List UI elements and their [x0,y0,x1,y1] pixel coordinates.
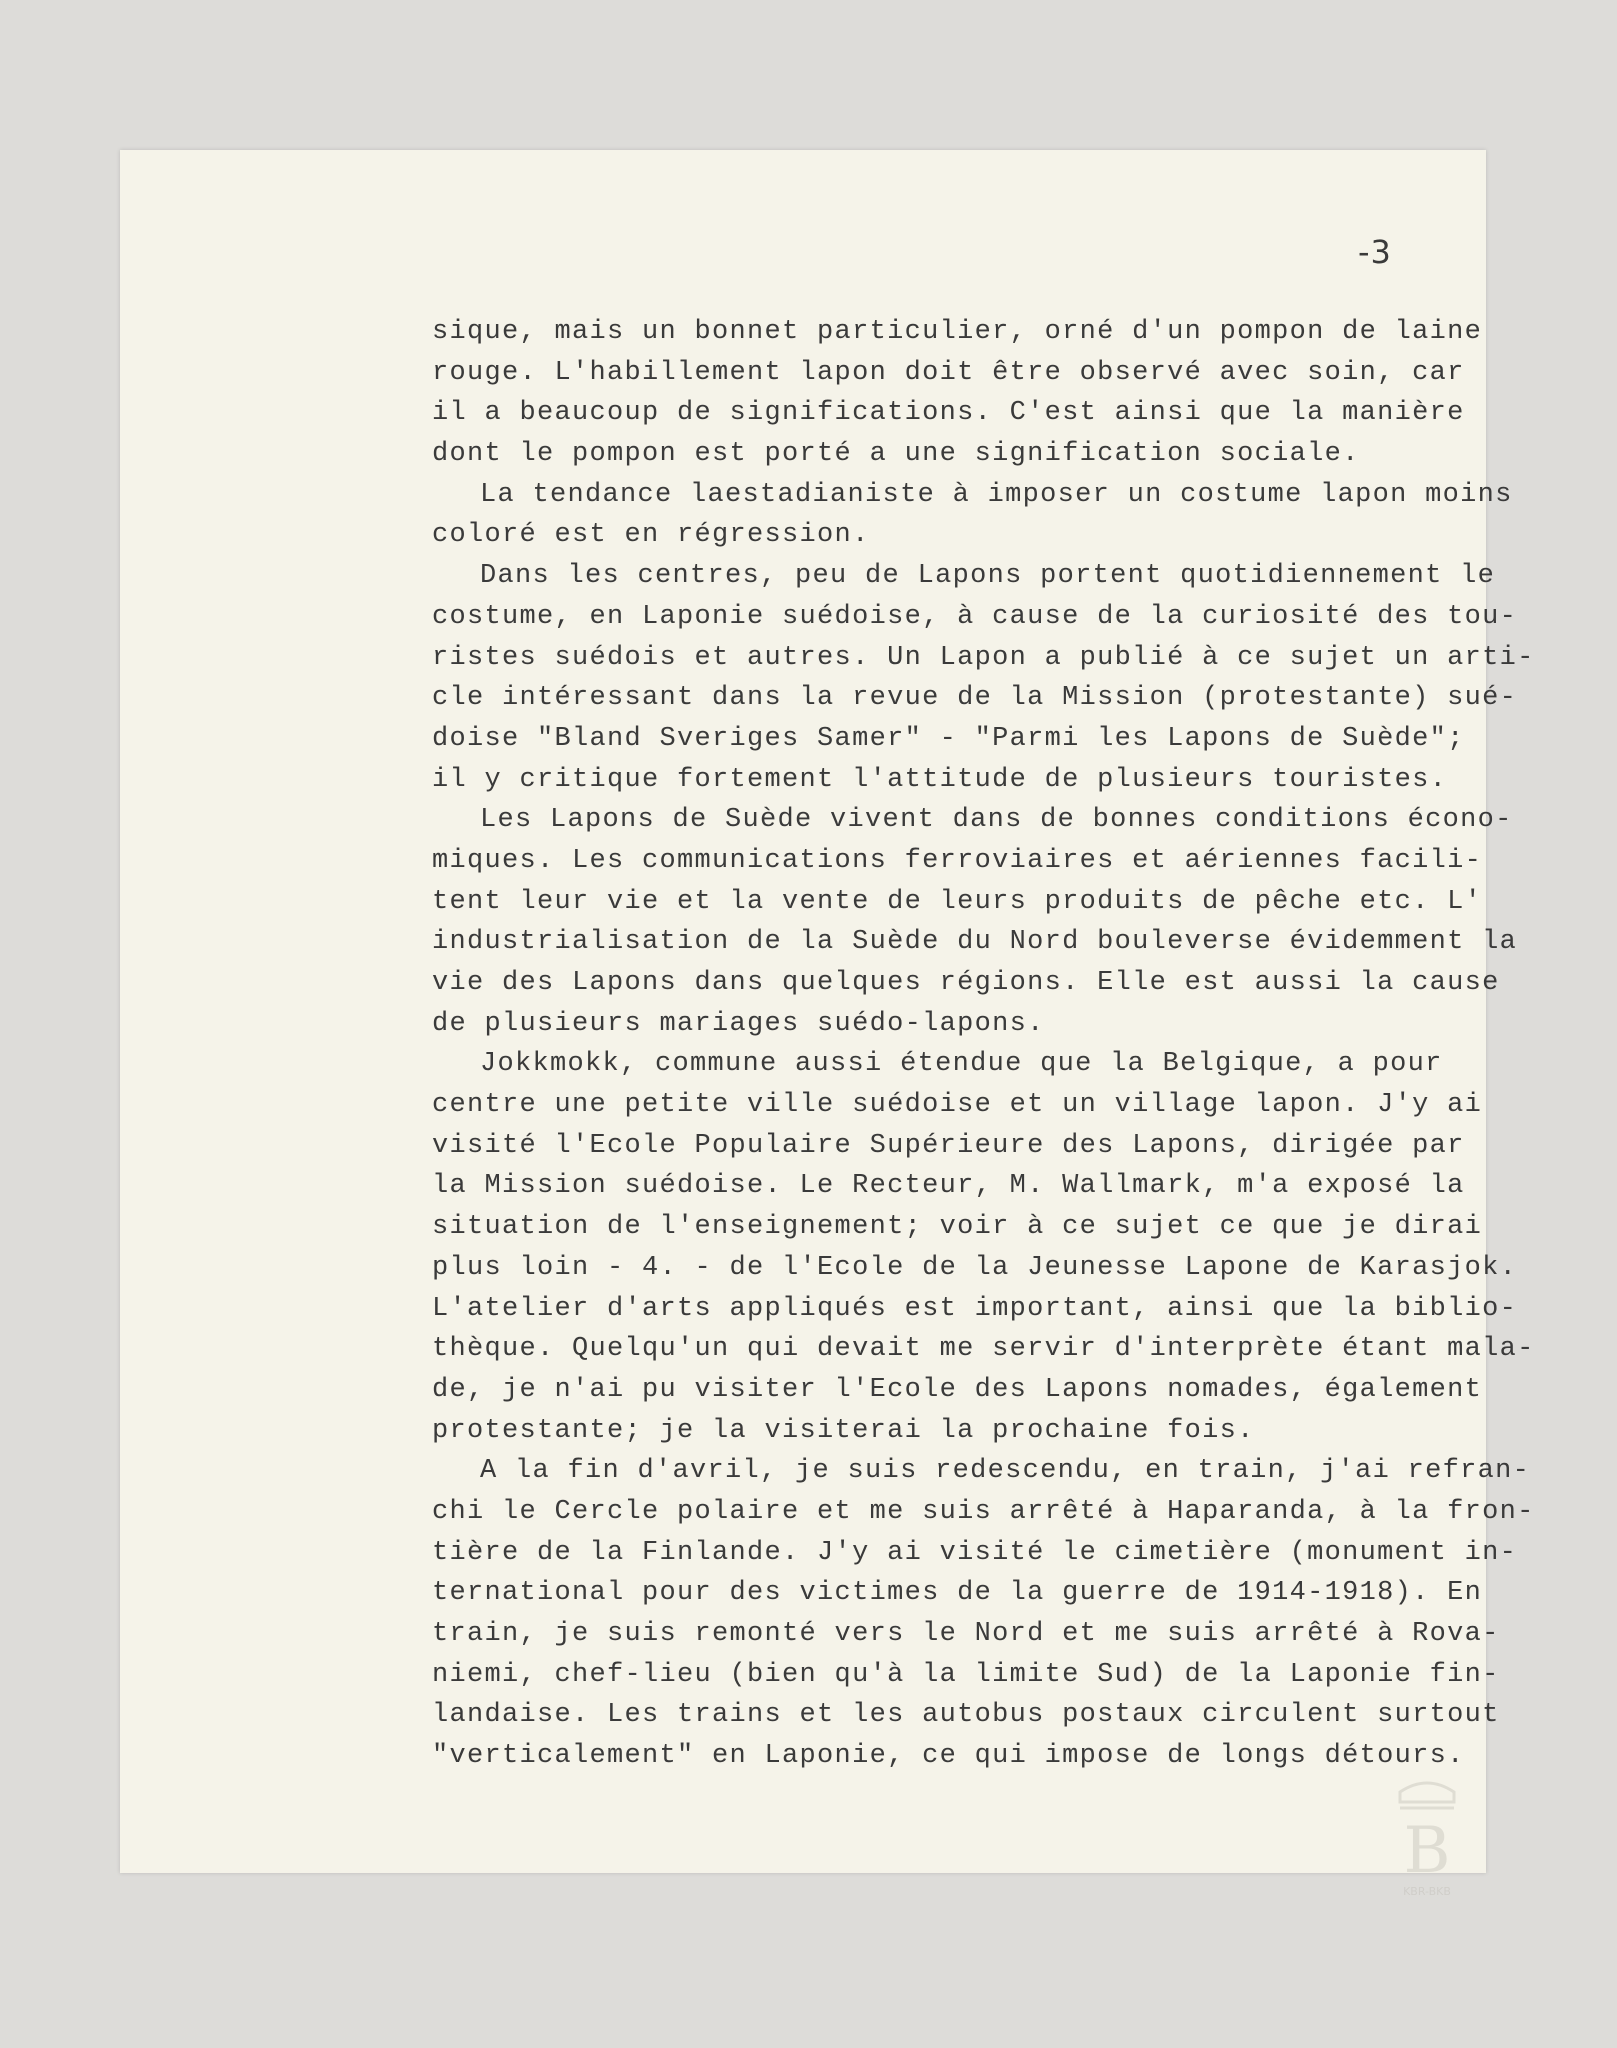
text-line: protestante; je la visiterai la prochaine fois. [432,1415,1255,1446]
text-line: de, je n'ai pu visiter l'Ecole des Lapons nomades, également [432,1374,1483,1405]
text-line: costume, en Laponie suédoise, à cause de la curiosité des tou- [432,601,1518,632]
text-line: il a beaucoup de significations. C'est ainsi que la manière [432,398,1465,429]
text-line: Dans les centres, peu de Lapons portent quotidiennement le [480,561,1496,592]
document-page [120,150,1535,1898]
text-line: industrialisation de la Suède du Nord bouleverse évidemment la [432,927,1518,958]
text-line: la Mission suédoise. Le Recteur, M. Wallmark, m'a exposé la [432,1171,1465,1202]
typewritten-text [432,312,1535,1777]
text-line: Les Lapons de Suède vivent dans de bonnes conditions écono- [480,805,1513,836]
text-line: ristes suédois et autres. Un Lapon a publié à ce sujet un arti- [432,642,1535,673]
text-line: train, je suis remonté vers le Nord et me suis arrêté à Rova- [432,1619,1500,1649]
text-line: doise "Bland Sveriges Samer" - "Parmi les Lapons de Suède"; [432,723,1465,754]
text-line: "verticalement" en Laponie, ce qui impose de longs détours. [432,1741,1465,1772]
text-line: visité l'Ecole Populaire Supérieure des Lapons, dirigée par [432,1130,1465,1161]
text-line: Jokkmokk, commune aussi étendue que la Belgique, a pour [480,1049,1443,1080]
text-line: de plusieurs mariages suédo-lapons. [432,1008,1045,1039]
text-line: centre une petite ville suédoise et un village lapon. J'y ai [432,1090,1483,1121]
text-line: landaise. Les trains et les autobus postaux circulent surtout [432,1700,1500,1731]
text-line: ternational pour des victimes de la guerre de 1914-1918). En [432,1578,1483,1609]
stamp-letter: B [1403,1814,1451,1888]
text-line: plus loin - 4. - de l'Ecole de la Jeunesse Lapone de Karasjok. [432,1252,1518,1283]
text-line: niemi, chef-lieu (bien qu'à la limite Sud) de la Laponie fin- [432,1659,1500,1690]
text-line: chi le Cercle polaire et me suis arrêté à Haparanda, à la fron- [432,1496,1535,1527]
text-line: thèque. Quelqu'un qui devait me servir d'interprète étant mala- [432,1334,1535,1365]
text-line: vie des Lapons dans quelques régions. Elle est aussi la cause [432,968,1500,998]
stamp-caption: KBR-BKB [1403,1885,1451,1898]
text-line: il y critique fortement l'attitude de plusieurs touristes. [432,764,1448,795]
text-line: sique, mais un bonnet particulier, orné d'un pompon de laine [432,317,1483,347]
text-line: rouge. L'habillement lapon doit être observé avec soin, car [432,357,1465,388]
text-line: miques. Les communications ferroviaires et aériennes facili- [432,845,1483,876]
text-line: cle intéressant dans la revue de la Mission (protestante) sué- [432,683,1518,714]
text-line: situation de l'enseignement; voir à ce sujet ce que je dirai [432,1212,1483,1243]
text-line: A la fin d'avril, je suis redescendu, en train, j'ai refran- [480,1456,1531,1487]
text-line: La tendance laestadianiste à imposer un costume lapon moins [480,479,1513,510]
library-watermark-stamp [1382,1774,1472,1900]
page-number: -3 [1358,233,1392,271]
text-line: dont le pompon est porté a une signification sociale. [432,439,1360,470]
text-line: coloré est en régression. [432,520,870,551]
text-line: L'atelier d'arts appliqués est important, ainsi que la biblio- [432,1293,1518,1324]
text-line: tent leur vie et la vente de leurs produits de pêche etc. L' [432,886,1483,917]
text-line: tière de la Finlande. J'y ai visité le cimetière (monument in- [432,1537,1518,1568]
